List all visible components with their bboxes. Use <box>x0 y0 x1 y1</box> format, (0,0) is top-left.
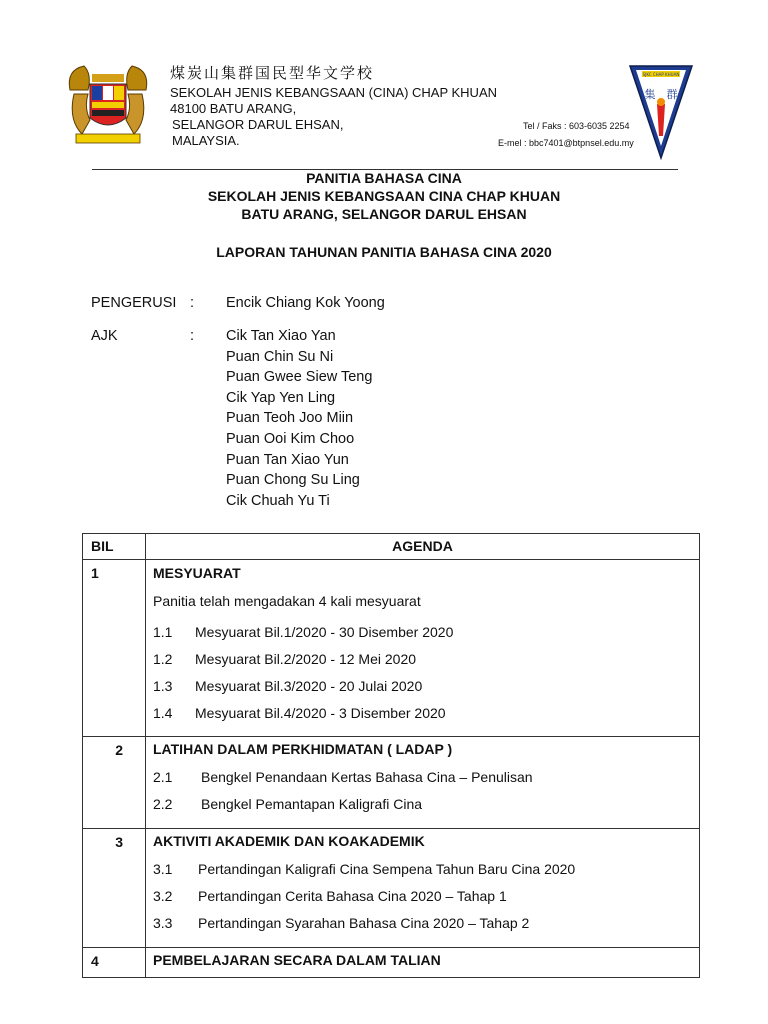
list-item <box>153 676 699 703</box>
ajk-colon: : <box>190 328 195 344</box>
list-item <box>153 649 699 676</box>
row-agenda <box>146 948 700 978</box>
list-item <box>153 859 699 886</box>
chair-name: Encik Chiang Kok Yoong <box>226 295 385 311</box>
item-text: Mesyuarat Bil.1/2020 - 30 Disember 2020 <box>195 624 454 640</box>
school-name: SEKOLAH JENIS KEBANGSAAN (CINA) CHAP KHUAN <box>170 85 498 100</box>
badge-text: SJKC CHAP KHUAN <box>642 72 680 77</box>
chair-label: PENGERUSI <box>91 295 177 311</box>
item-text: Mesyuarat Bil.4/2020 - 3 Disember 2020 <box>195 705 446 721</box>
ajk-member: Puan Tan Xiao Yun <box>226 451 349 468</box>
list-item <box>153 886 699 913</box>
row-bil: 4 <box>83 948 146 978</box>
list-item <box>153 622 699 649</box>
table-row <box>83 560 700 737</box>
section-intro: Panitia telah mengadakan 4 kali mesyuarat <box>153 593 421 609</box>
item-text: Pertandingan Syarahan Bahasa Cina 2020 – Tahap 2 <box>198 915 530 931</box>
chair-colon: : <box>190 295 195 311</box>
ajk-member-list <box>226 326 372 511</box>
title-school: SEKOLAH JENIS KEBANGSAAN CINA CHAP KHUAN <box>207 188 561 204</box>
section-title: MESYUARAT <box>153 565 241 581</box>
ajk-member: Puan Ooi Kim Choo <box>226 430 355 447</box>
row-agenda <box>146 560 700 737</box>
agenda-table <box>82 533 700 978</box>
address-line-1: 48100 BATU ARANG, <box>170 101 297 116</box>
row-agenda <box>146 829 700 948</box>
badge-char-1: 集 <box>644 88 656 101</box>
list-item <box>153 794 699 821</box>
title-location: BATU ARANG, SELANGOR DARUL EHSAN <box>241 206 527 222</box>
item-text: Pertandingan Kaligrafi Cina Sempena Tahun Baru Cina 2020 <box>198 861 576 877</box>
header-agenda: AGENDA <box>146 534 700 560</box>
section-title: PEMBELAJARAN SECARA DALAM TALIAN <box>153 952 441 968</box>
table-row <box>83 829 700 948</box>
report-title: LAPORAN TAHUNAN PANITIA BAHASA CINA 2020 <box>216 244 552 260</box>
school-chinese-name: 煤炭山集群国民型华文学校 <box>170 64 375 82</box>
table-header-row <box>83 534 700 560</box>
title-panitia: PANITIA BAHASA CINA <box>306 170 462 186</box>
item-number: 1.1 <box>153 624 173 640</box>
item-number: 1.4 <box>153 705 173 721</box>
ajk-member: Puan Chong Su Ling <box>226 472 360 489</box>
list-item <box>153 913 699 940</box>
ajk-label: AJK <box>91 328 118 344</box>
header-bil: BIL <box>83 534 146 560</box>
row-agenda <box>146 737 700 829</box>
row-bil: 1 <box>83 560 146 737</box>
section-title: AKTIVITI AKADEMIK DAN KOAKADEMIK <box>153 833 425 849</box>
table-row <box>83 737 700 829</box>
item-number: 1.2 <box>153 651 173 667</box>
school-badge-logo <box>628 64 694 160</box>
item-number: 2.2 <box>153 796 173 812</box>
item-text: Mesyuarat Bil.2/2020 - 12 Mei 2020 <box>195 651 417 667</box>
address-line-3: MALAYSIA. <box>172 133 240 148</box>
item-number: 3.2 <box>153 888 173 904</box>
coat-of-arms-logo <box>62 60 154 146</box>
table-row <box>83 948 700 978</box>
item-number: 3.1 <box>153 861 173 877</box>
row-bil: 3 <box>83 829 146 948</box>
item-text: Bengkel Pemantapan Kaligrafi Cina <box>201 796 423 812</box>
address-line-2: SELANGOR DARUL EHSAN, <box>172 117 344 132</box>
email: E-mel : bbc7401@btpnsel.edu.my <box>498 138 634 148</box>
row-bil: 2 <box>83 737 146 829</box>
item-text: Mesyuarat Bil.3/2020 - 20 Julai 2020 <box>195 678 423 694</box>
tel-fax: Tel / Faks : 603-6035 2254 <box>523 121 630 131</box>
list-item <box>153 767 699 794</box>
ajk-member: Cik Chuah Yu Ti <box>226 492 330 509</box>
item-text: Pertandingan Cerita Bahasa Cina 2020 – Tahap 1 <box>198 888 507 904</box>
ajk-member: Puan Chin Su Ni <box>226 348 334 365</box>
ajk-member: Puan Teoh Joo Miin <box>226 410 354 427</box>
badge-char-2: 群 <box>666 88 678 101</box>
item-number: 1.3 <box>153 678 173 694</box>
list-item <box>153 703 699 730</box>
ajk-member: Cik Tan Xiao Yan <box>226 328 336 344</box>
ajk-member: Puan Gwee Siew Teng <box>226 369 373 386</box>
item-number: 2.1 <box>153 769 173 785</box>
item-text: Bengkel Penandaan Kertas Bahasa Cina – Penulisan <box>201 769 533 785</box>
item-number: 3.3 <box>153 915 173 931</box>
section-title: LATIHAN DALAM PERKHIDMATAN ( LADAP ) <box>153 741 453 757</box>
ajk-member: Cik Yap Yen Ling <box>226 389 336 406</box>
